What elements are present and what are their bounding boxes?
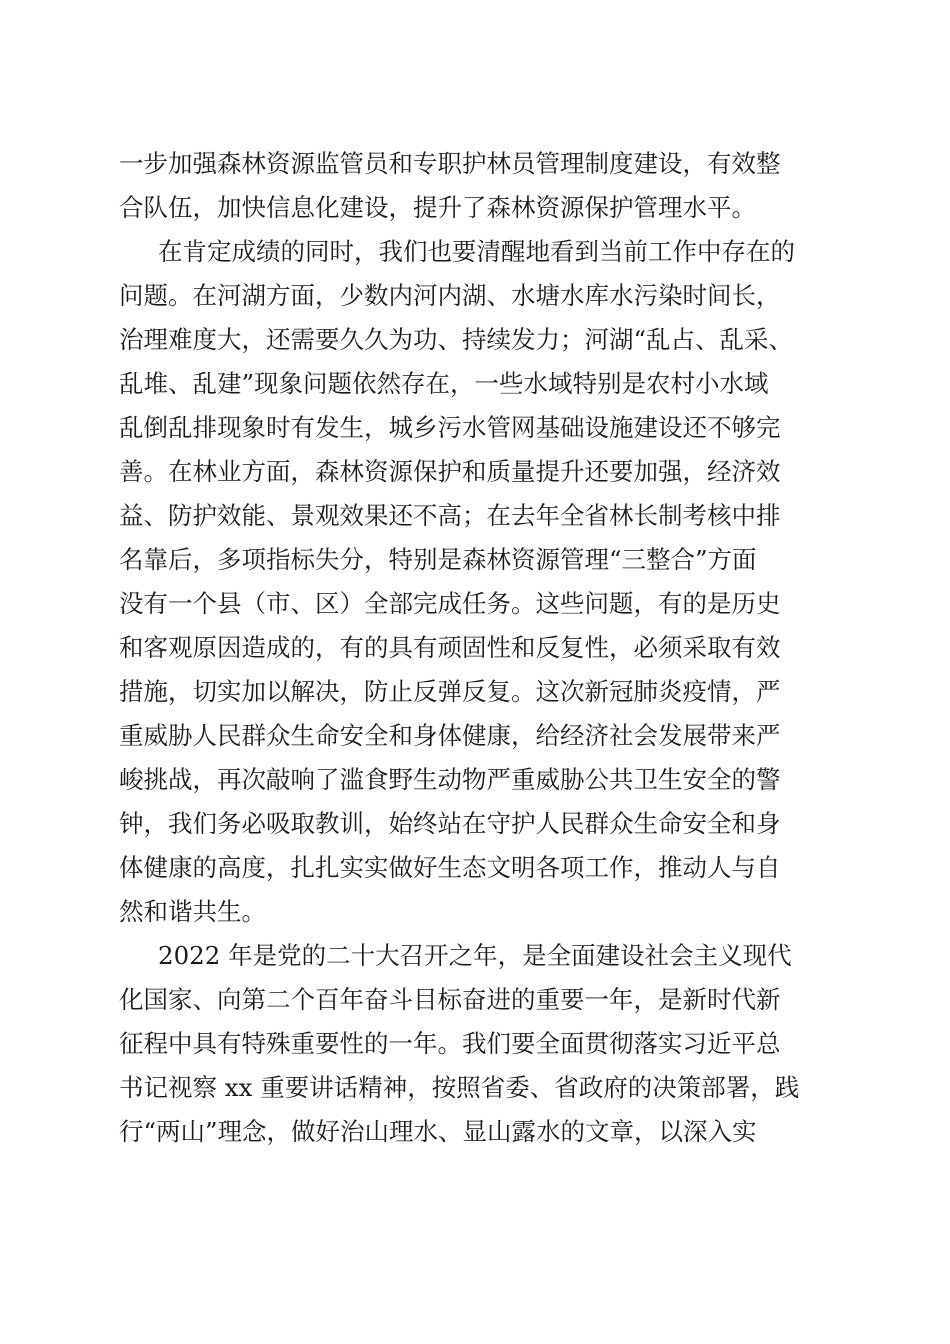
text-line: 善。在林业方面，森林资源保护和质量提升还要加强，经济效 — [119, 457, 781, 486]
text-line: 化国家、向第二个百年奋斗目标奋进的重要一年，是新时代新 — [119, 985, 781, 1014]
text-line: 体健康的高度，扎扎实实做好生态文明各项工作，推动人与自 — [119, 853, 781, 882]
text-line: 峻挑战，再次敲响了滥食野生动物严重威胁公共卫生安全的警 — [119, 765, 781, 794]
text-line: 书记视察 xx 重要讲话精神，按照省委、省政府的决策部署，践 — [119, 1073, 800, 1102]
text-line: 和客观原因造成的，有的具有顽固性和反复性，必须采取有效 — [119, 633, 781, 662]
text-line: 措施，切实加以解决，防止反弹反复。这次新冠肺炎疫情，严 — [119, 677, 781, 706]
text-line: 益、防护效能、景观效果还不高；在去年全省林长制考核中排 — [119, 501, 781, 530]
paragraph-first-line: 2022 年是党的二十大召开之年，是全面建设社会主义现代 — [158, 941, 792, 970]
text-line: 合队伍，加快信息化建设，提升了森林资源保护管理水平。 — [119, 193, 756, 222]
text-line: 乱倒乱排现象时有发生，城乡污水管网基础设施建设还不够完 — [119, 413, 781, 442]
text-line: 行“两山”理念，做好治山理水、显山露水的文章，以深入实 — [119, 1117, 757, 1146]
paragraph-first-line: 在肯定成绩的同时，我们也要清醒地看到当前工作中存在的 — [158, 237, 795, 266]
text-line: 没有一个县（市、区）全部完成任务。这些问题，有的是历史 — [119, 589, 781, 618]
text-line: 乱堆、乱建”现象问题依然存在，一些水域特别是农村小水域 — [119, 369, 769, 398]
text-line: 钟，我们务必吸取教训，始终站在守护人民群众生命安全和身 — [119, 809, 781, 838]
text-line: 一步加强森林资源监管员和专职护林员管理制度建设，有效整 — [119, 149, 781, 178]
text-line: 然和谐共生。 — [119, 897, 266, 926]
text-line: 重威胁人民群众生命安全和身体健康，给经济社会发展带来严 — [119, 721, 781, 750]
text-line: 征程中具有特殊重要性的一年。我们要全面贯彻落实习近平总 — [119, 1029, 781, 1058]
text-line: 名靠后，多项指标失分，特别是森林资源管理“三整合”方面 — [119, 545, 757, 574]
text-line: 治理难度大，还需要久久为功、持续发力；河湖“乱占、乱采、 — [119, 325, 794, 354]
text-line: 问题。在河湖方面，少数内河内湖、水塘水库水污染时间长， — [119, 281, 781, 310]
